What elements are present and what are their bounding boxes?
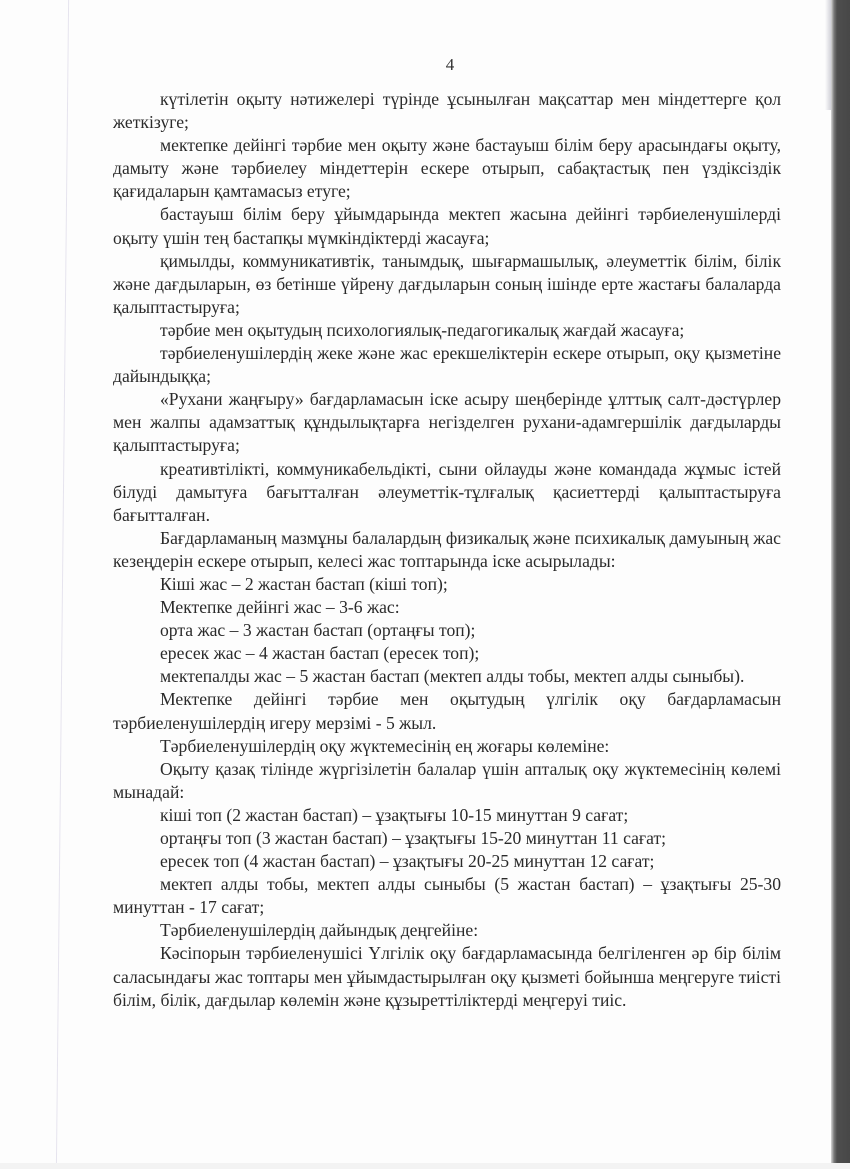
paragraph: Кәсіпорын тәрбиеленушісі Үлгілік оқу бағдарламасында белгіленген әр бір білім саласындағы жас топтары мен ұйымдастырылған оқу қызметі бойынша меңгеруге тиісті білім, білік, дағдылар көлемін және құзыреттіліктерді меңгеруі тиіс. — [113, 943, 781, 1010]
paragraph: «Рухани жаңғыру» бағдарламасын іске асыру шеңберінде ұлттық салт-дәстүрлер мен жалпы адамзаттық құндылықтарға негізделген рухани-адамгершілік дағдыларды қалыптастыруға; — [113, 389, 781, 456]
paragraph: Бағдарламаның мазмұны балалардың физикалық және психикалық дамуының жас кезеңдерін ескере отырып, келесі жас топтарында іске асырылады: — [113, 527, 781, 571]
paragraph: мектепке дейінгі тәрбие мен оқыту және бастауыш білім беру арасындағы оқыту, дамыту және тәрбиелеу міндеттерін ескере отырып, сабақтастық пен үздіксіздік қағидаларын қамтамасыз етуге; — [113, 135, 781, 202]
workload-item: ортаңғы топ (3 жастан бастап) – ұзақтығы 15-20 минуттан 11 сағат; — [160, 828, 667, 848]
page-number: 4 — [445, 55, 455, 74]
scan-bottom-edge — [0, 1163, 850, 1169]
age-group-item: орта жас – 3 жастан бастап (ортаңғы топ); — [160, 620, 476, 641]
document-body — [113, 88, 781, 1012]
scan-left-edge — [56, 0, 69, 1169]
scan-right-edge — [831, 0, 850, 1169]
age-group-item: Мектепке дейінгі жас – 3-6 жас: — [160, 597, 400, 618]
workload-item: ересек топ (4 жастан бастап) – ұзақтығы 20-25 минуттан 12 сағат; — [160, 851, 655, 872]
workload-item: кіші топ (2 жастан бастап) – ұзақтығы 10-15 минуттан 9 сағат; — [160, 804, 629, 825]
paragraph: күтілетін оқыту нәтижелері түрінде ұсынылған мақсаттар мен міндеттерге қол жеткізуге; — [113, 89, 781, 133]
age-group-item: ересек жас – 4 жастан бастап (ересек топ); — [160, 643, 480, 664]
paragraph: Тәрбиеленушілердің дайындық деңгейіне: — [160, 920, 479, 941]
paragraph: Оқыту қазақ тілінде жүргізілетін балалар үшін апталық оқу жүктемесінің көлемі мынадай: — [113, 758, 781, 802]
workload-item: мектеп алды тобы, мектеп алды сыныбы (5 жастан бастап) – ұзақтығы 25-30 минуттан - 17 сағат; — [113, 874, 781, 918]
paragraph: қимылды, коммуникативтік, танымдық, шығармашылық, әлеуметтік білім, білік және дағдыларын, өз бетінше үйрену дағдыларын соның ішінде ерте жастағы балаларда қалыптастыруға; — [113, 250, 781, 317]
paragraph: тәрбие мен оқытудың психологиялық-педагогикалық жағдай жасауға; — [160, 319, 685, 340]
paragraph: тәрбиеленушілердің жеке және жас ерекшеліктерін ескере отырып, оқу қызметіне дайындыққа; — [113, 343, 781, 387]
age-group-item: мектепалды жас – 5 жастан бастап (мектеп алды тобы, мектеп алды сыныбы). — [160, 666, 745, 687]
age-group-item: Кіші жас – 2 жастан бастап (кіші топ); — [160, 573, 448, 594]
paragraph: креативтілікті, коммуникабельдікті, сыни ойлауды және командада жұмыс істей білуді дамытуға бағытталған әлеуметтік-тұлғалық қасиеттерді қалыптастыруға бағытталған. — [113, 458, 781, 525]
paragraph: Тәрбиеленушілердің оқу жүктемесінің ең жоғары көлеміне: — [160, 735, 610, 756]
paragraph: Мектепке дейінгі тәрбие мен оқытудың үлгілік оқу бағдарламасын тәрбиеленушілердің игеру мерзімі - 5 жыл. — [113, 689, 781, 733]
paragraph: бастауыш білім беру ұйымдарында мектеп жасына дейінгі тәрбиеленушілерді оқыту үшін тең бастапқы мүмкіндіктерді жасауға; — [113, 204, 781, 248]
